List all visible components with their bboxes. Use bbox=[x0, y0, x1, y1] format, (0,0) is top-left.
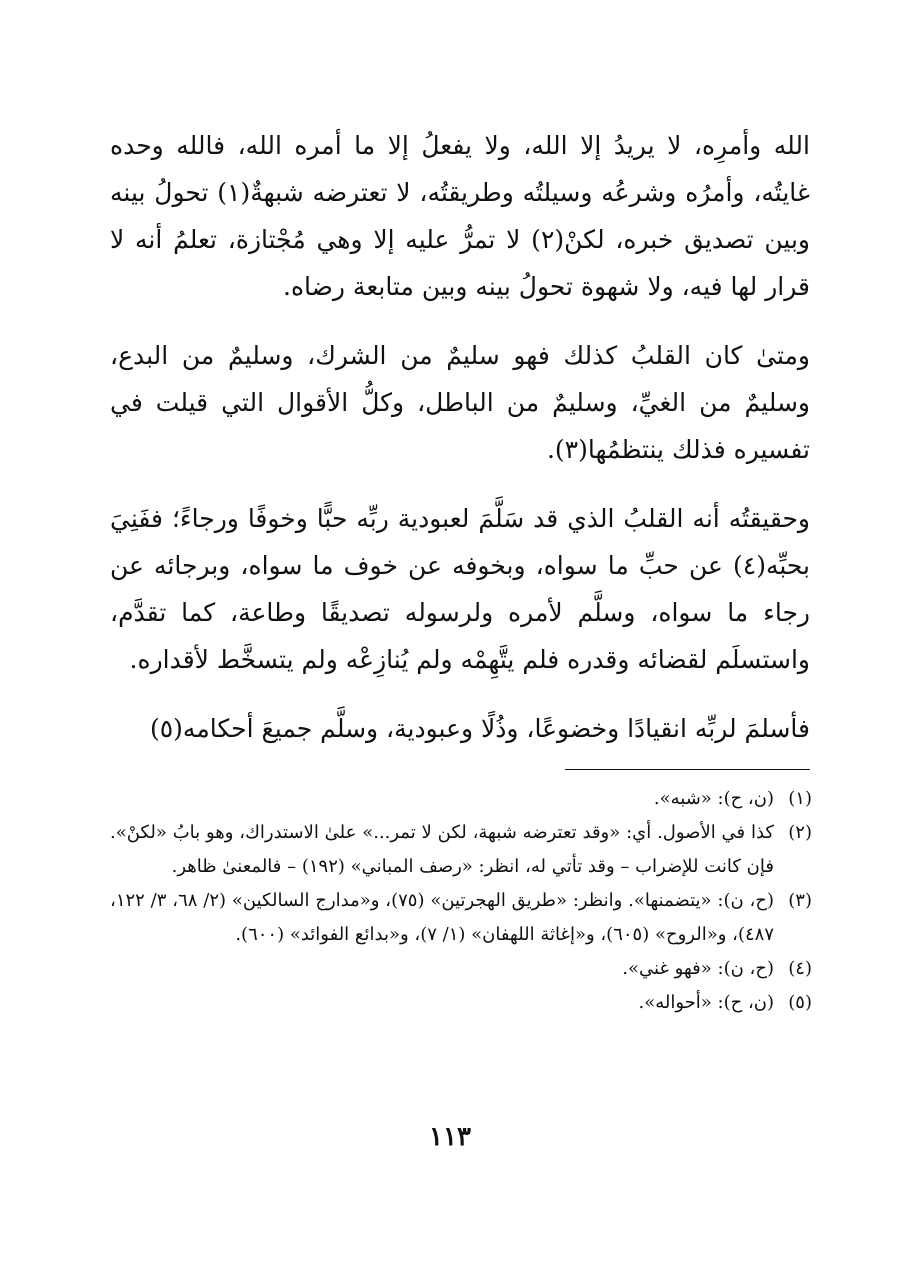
paragraph-1: الله وأمرِه، لا يريدُ إلا الله، ولا يفعلُ إلا ما أمره الله، فالله وحده غايتُه، وأمرُه وشرعُه وسيلتُه وطريقتُه، لا تعترضه شبهةٌ(١) تحولُ بينه وبين تصديق خبره، لكنْ(٢) لا تمرُّ عليه إلا وهي مُجْتازة، تعلمُ أنه لا قرار لها فيه، ولا شهوة تحولُ بينه وبين متابعة رضاه. bbox=[110, 131, 810, 301]
footnote-2 bbox=[110, 816, 812, 884]
footnote-text: كذا في الأصول. أي: «وقد تعترضه شبهة، لكن لا تمر...» علىٰ الاستدراك، وهو بابُ «لكنْ». فإن كانت للإضراب – وقد تأتي له، انظر: «رصف المباني» (١٩٢) – فالمعنىٰ ظاهر. bbox=[110, 822, 774, 877]
footnote-text: (ح، ن): «يتضمنها». وانظر: «طريق الهجرتين» (٧٥)، و«مدارج السالكين» (٢/ ٦٨، ٣/ ١٢٢، ٤٨٧)، و«الروح» (٦٠٥)، و«إغاثة اللهفان» (١/ ٧)، و«بدائع الفوائد» (٦٠٠). bbox=[110, 890, 774, 945]
footnote-text: (ح، ن): «فهو غني». bbox=[622, 958, 774, 979]
footnote-3 bbox=[110, 884, 812, 952]
footnote-4 bbox=[110, 952, 812, 986]
paragraph-3: وحقيقتُه أنه القلبُ الذي قد سَلَّمَ لعبودية ربِّه حبًّا وخوفًا ورجاءً؛ ففَنِيَ بحبِّه(٤) عن حبِّ ما سواه، وبخوفه عن خوف ما سواه، وبرجائه عن رجاء ما سواه، وسلَّم لأمره ولرسوله تصديقًا وطاعة، كما تقدَّم، واستسلَم لقضائه وقدره فلم يتَّهِمْه ولم يُنازِعْه ولم يتسخَّط لأقداره. bbox=[110, 504, 810, 674]
paragraph-4: فأسلمَ لربِّه انقيادًا وخضوعًا، وذُلًا وعبودية، وسلَّم جميعَ أحكامه(٥) bbox=[149, 714, 810, 743]
footnote-number: (٥) bbox=[788, 992, 812, 1013]
footnote-5 bbox=[110, 986, 812, 1020]
footnote-text: (ن، ح): «شبه». bbox=[653, 788, 774, 809]
footnote-separator bbox=[565, 769, 810, 770]
footnote-number: (٣) bbox=[788, 890, 812, 911]
footnote-number: (١) bbox=[788, 788, 812, 809]
footnote-number: (٤) bbox=[788, 958, 812, 979]
footnote-1 bbox=[110, 782, 812, 816]
footnotes bbox=[110, 782, 812, 1020]
main-text bbox=[110, 122, 810, 752]
paragraph-2: ومتىٰ كان القلبُ كذلك فهو سليمٌ من الشرك، وسليمٌ من البدع، وسليمٌ من الغيِّ، وسليمٌ من الباطل، وكلُّ الأقوال التي قيلت في تفسيره فذلك ينتظمُها(٣). bbox=[110, 341, 810, 464]
footnote-text: (ن، ح): «أحواله». bbox=[638, 992, 774, 1013]
footnote-number: (٢) bbox=[788, 822, 812, 843]
page-number: ١١٣ bbox=[429, 1122, 471, 1152]
